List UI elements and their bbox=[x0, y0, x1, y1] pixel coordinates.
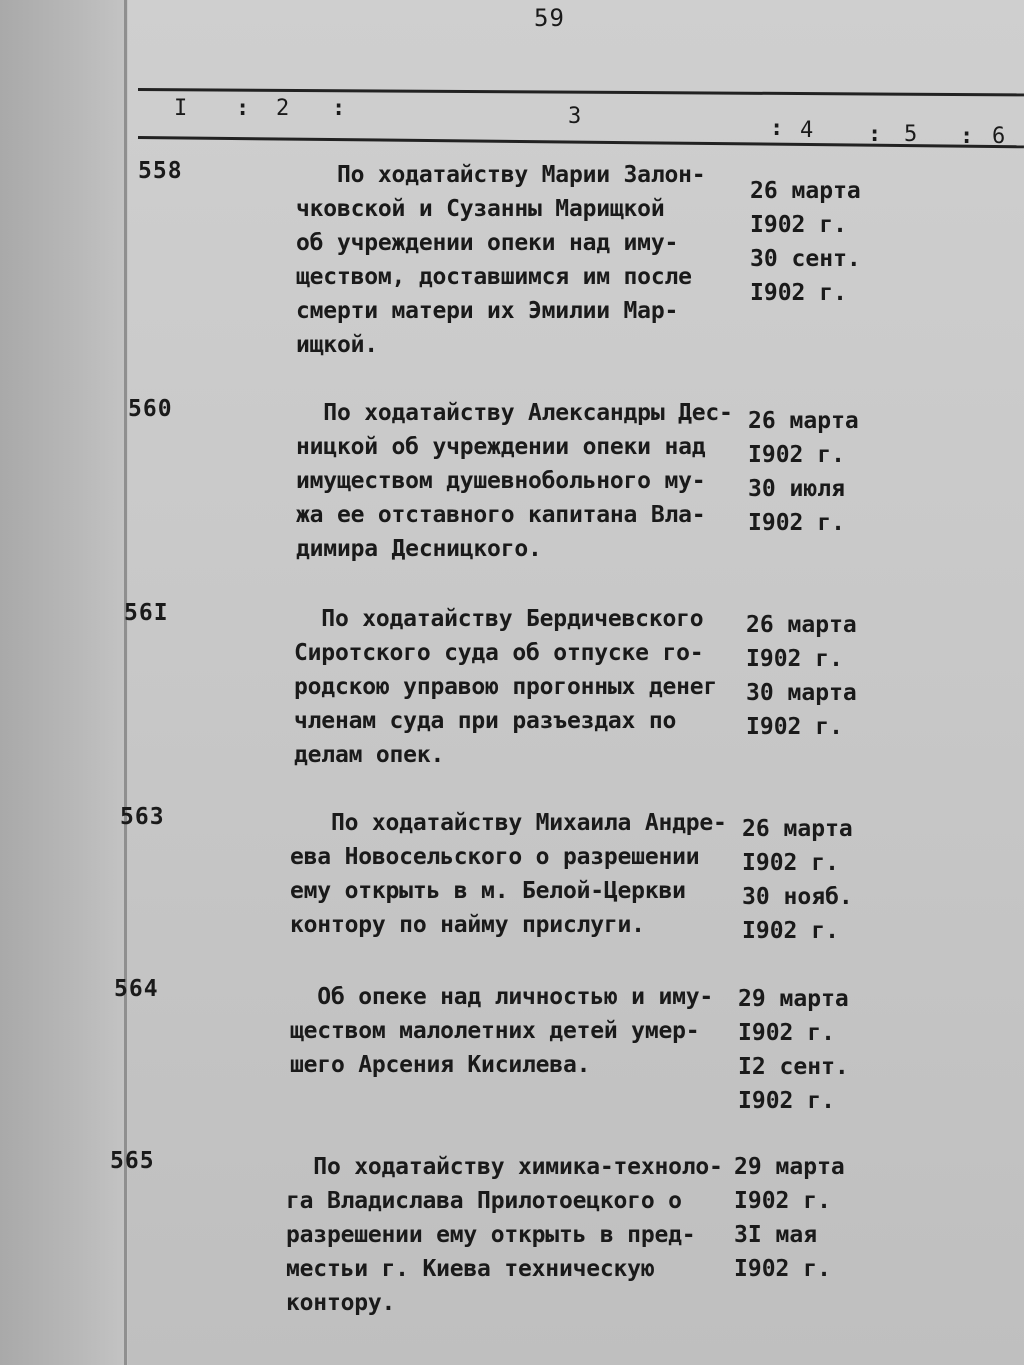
entry-line: делам опек. bbox=[294, 742, 445, 768]
date-start-year: I902 г. bbox=[742, 850, 839, 876]
entry-line: жа ее отставного капитана Вла- bbox=[296, 502, 706, 528]
date-end: 30 июля bbox=[748, 476, 845, 502]
date-start: 26 марта bbox=[742, 816, 853, 842]
date-start-year: I902 г. bbox=[750, 212, 847, 238]
entry-dates bbox=[746, 608, 857, 744]
entry-number: 563 bbox=[120, 804, 165, 830]
entry-line: По ходатайству Михаила Андре- bbox=[290, 810, 727, 836]
date-start: 26 марта bbox=[746, 612, 857, 638]
entry-description bbox=[286, 1150, 723, 1320]
header-col-3: 3 bbox=[568, 104, 582, 129]
entry-number: 560 bbox=[128, 396, 173, 422]
date-end: 30 марта bbox=[746, 680, 857, 706]
entry-number: 558 bbox=[138, 158, 183, 184]
table-header bbox=[0, 96, 1024, 149]
entry-description bbox=[290, 806, 727, 942]
entry-dates bbox=[750, 174, 861, 310]
left-page-edge bbox=[0, 0, 128, 1365]
date-start: 26 марта bbox=[750, 178, 861, 204]
entry-description bbox=[290, 980, 713, 1082]
date-end-year: I902 г. bbox=[742, 918, 839, 944]
date-start: 29 марта bbox=[734, 1154, 845, 1180]
entry-line: По ходатайству Александры Дес- bbox=[296, 400, 733, 426]
header-col-4: 4 bbox=[800, 118, 814, 143]
date-end: 30 нояб. bbox=[742, 884, 853, 910]
entry-number: 565 bbox=[110, 1148, 155, 1174]
entry-line: контору. bbox=[286, 1290, 396, 1316]
date-end-year: I902 г. bbox=[746, 714, 843, 740]
date-start: 29 марта bbox=[738, 986, 849, 1012]
entry-line: димира Десницкого. bbox=[296, 536, 542, 562]
header-separator: : bbox=[868, 122, 882, 147]
entry-line: чковской и Сузанны Марищкой bbox=[296, 196, 665, 222]
entry-line: Сиротского суда об отпуске го- bbox=[294, 640, 704, 666]
header-col-2: 2 bbox=[276, 96, 290, 121]
date-end: 3I мая bbox=[734, 1222, 818, 1248]
date-end: 30 сент. bbox=[750, 246, 861, 272]
entry-line: ему открыть в м. Белой-Церкви bbox=[290, 878, 686, 904]
entry-line: шего Арсения Кисилева. bbox=[290, 1052, 591, 1078]
entry-description bbox=[296, 396, 733, 566]
date-end-year: I902 г. bbox=[748, 510, 845, 536]
entry-line: контору по найму прислуги. bbox=[290, 912, 645, 938]
date-end-year: I902 г. bbox=[738, 1088, 835, 1114]
entry-line: родскою управою прогонных денег bbox=[294, 674, 718, 700]
entry-line: га Владислава Прилотоецкого о bbox=[286, 1188, 682, 1214]
entry-line: По ходатайству Бердичевского bbox=[294, 606, 704, 632]
date-start-year: I902 г. bbox=[738, 1020, 835, 1046]
date-end-year: I902 г. bbox=[750, 280, 847, 306]
entry-line: ществом, доставшимся им после bbox=[296, 264, 692, 290]
entry-line: имуществом душевнобольного му- bbox=[296, 468, 706, 494]
date-start-year: I902 г. bbox=[734, 1188, 831, 1214]
entry-description bbox=[294, 602, 717, 772]
entry-line: ищкой. bbox=[296, 332, 378, 358]
entry-dates bbox=[742, 812, 853, 948]
entry-line: разрешении ему открыть в пред- bbox=[286, 1222, 696, 1248]
entry-description bbox=[296, 158, 705, 362]
header-col-6: 6 bbox=[992, 124, 1006, 149]
entry-line: По ходатайству химика-техноло- bbox=[286, 1154, 723, 1180]
entry-line: членам суда при разъездах по bbox=[294, 708, 677, 734]
date-start: 26 марта bbox=[748, 408, 859, 434]
entry-number: 564 bbox=[114, 976, 159, 1002]
entry-line: смерти матери их Эмилии Мар- bbox=[296, 298, 679, 324]
header-col-1: I bbox=[174, 96, 188, 121]
header-separator: : bbox=[332, 96, 346, 121]
entry-line: об учреждении опеки над иму- bbox=[296, 230, 679, 256]
date-end: I2 сент. bbox=[738, 1054, 849, 1080]
entry-line: местьи г. Киева техническую bbox=[286, 1256, 655, 1282]
header-col-5: 5 bbox=[904, 122, 918, 147]
page-number: 59 bbox=[534, 4, 565, 32]
date-start-year: I902 г. bbox=[746, 646, 843, 672]
header-separator: : bbox=[960, 124, 974, 149]
header-separator: : bbox=[236, 96, 250, 121]
entry-line: ницкой об учреждении опеки над bbox=[296, 434, 706, 460]
entry-line: ществом малолетних детей умер- bbox=[290, 1018, 700, 1044]
entry-line: ева Новосельского о разрешении bbox=[290, 844, 700, 870]
entry-dates bbox=[748, 404, 859, 540]
entry-number: 56I bbox=[124, 600, 169, 626]
date-start-year: I902 г. bbox=[748, 442, 845, 468]
entry-line: Об опеке над личностью и иму- bbox=[290, 984, 714, 1010]
entry-dates bbox=[734, 1150, 845, 1286]
entry-line: По ходатайству Марии Залон- bbox=[296, 162, 706, 188]
header-separator: : bbox=[770, 116, 784, 141]
date-end-year: I902 г. bbox=[734, 1256, 831, 1282]
entry-dates bbox=[738, 982, 849, 1118]
